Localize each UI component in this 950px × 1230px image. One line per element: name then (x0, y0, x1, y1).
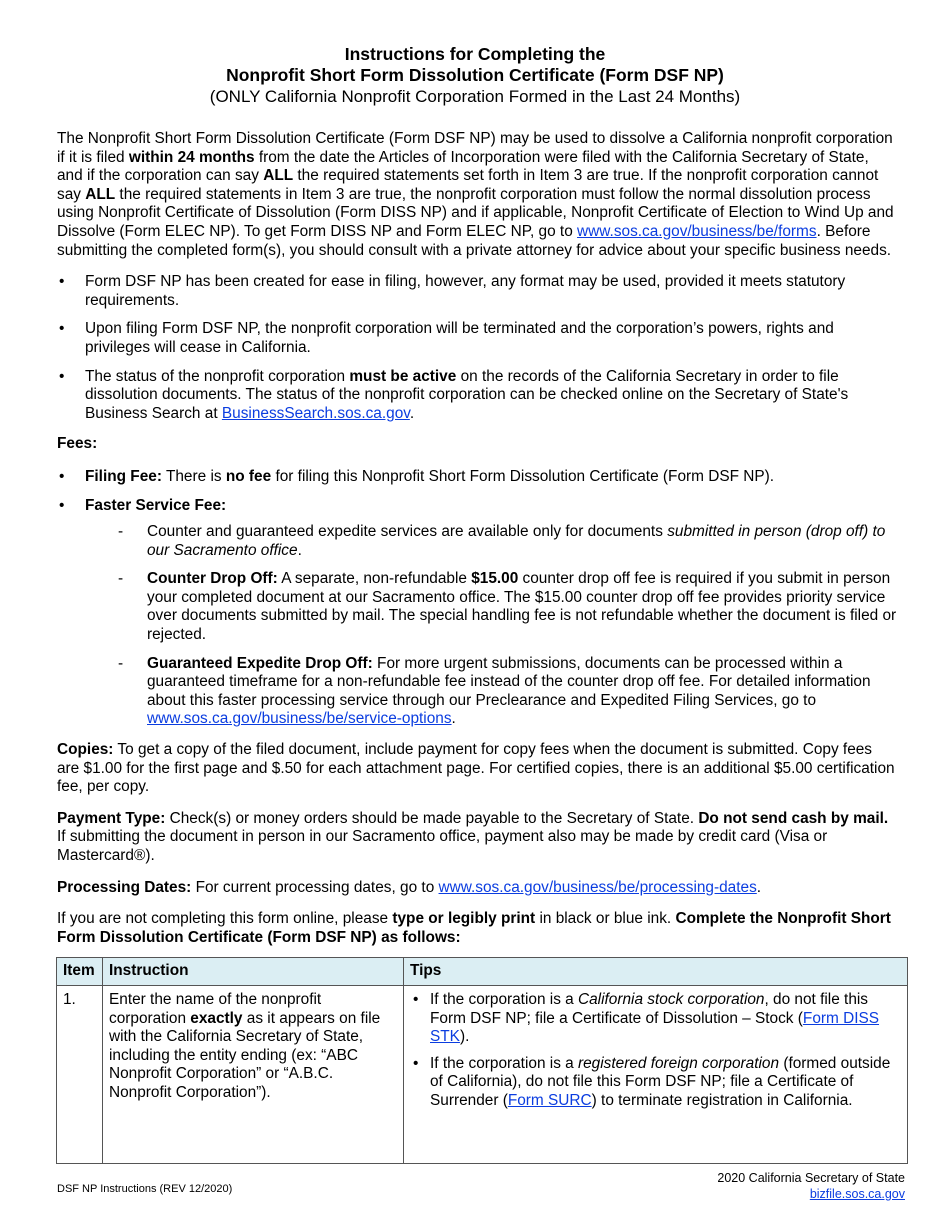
bold-text: type or legibly print (392, 910, 536, 928)
instructions-table (56, 957, 908, 1164)
footer-copyright: 2020 California Secretary of State (717, 1171, 905, 1185)
italic-text: submitted in person (drop off) to our Sacramento office (147, 523, 886, 559)
faster-service-subitem (85, 655, 897, 729)
text-run: Check(s) or money orders should be made payable to the Secretary of State. (165, 809, 699, 827)
title-line-1: Instructions for Completing the (344, 44, 606, 64)
text-run: from the date the Articles of Incorporation were filed with the California Secretary of State, and if the corporation can say (57, 148, 869, 185)
text-run: (formed outside of California), do not file this Form DSF NP; file a Certificate of Surrender ( (430, 1054, 891, 1109)
bold-text: Do not send cash by mail. (698, 809, 889, 827)
text-run: . (297, 541, 302, 559)
bold-text: ALL (85, 185, 116, 203)
inline-link[interactable]: www.sos.ca.gov/business/be/forms (577, 222, 817, 240)
text-run: as it appears on file with the California Secretary of State, including the entity ending (ex: “ABC Nonprofit Corporation” or “A.B.C. Nonprofit Corporation”). (109, 1009, 381, 1101)
text-run: for filing this Nonprofit Short Form Dissolution Certificate (Form DSF NP). (271, 467, 775, 485)
item-instruction (103, 985, 404, 1163)
document-title (0, 44, 950, 107)
text-run: For more urgent submissions, documents can be processed within a guaranteed timeframe for a non-refundable fee instead of the counter drop off fee. For detailed information about this faster processing service through our Preclearance and Expedited Filing Services, go to (147, 654, 871, 709)
item-number: 1. (57, 985, 103, 1163)
footer-bizfile-link[interactable]: bizfile.sos.ca.gov (809, 1187, 905, 1201)
faster-service-label (85, 497, 226, 514)
complete-instructions-paragraph (57, 910, 897, 947)
bold-text: Copies: (57, 741, 114, 759)
faster-service-subitem (85, 523, 897, 560)
text-run: Form DSF NP has been created for ease in filing, however, any format may be used, provided it meets statutory requirements. (85, 273, 846, 309)
inline-link[interactable]: www.sos.ca.gov/business/be/processing-dates (438, 878, 757, 896)
header-tips: Tips (404, 958, 908, 986)
header-item: Item (57, 958, 103, 986)
text-run: The Nonprofit Short Form Dissolution Certificate (Form DSF NP) may be used to dissolve a California nonprofit corporation if it is filed (57, 130, 893, 166)
footer-right (717, 1170, 905, 1202)
bold-text: ALL (263, 167, 294, 185)
header-instruction: Instruction (103, 958, 404, 986)
filing-fee-item (57, 468, 897, 487)
text-run: . (409, 404, 415, 422)
inline-link[interactable]: www.sos.ca.gov/business/be/service-options (147, 710, 452, 728)
faster-service-fee-item (57, 497, 897, 730)
text-run: If the corporation is a (430, 990, 578, 1008)
processing-dates-paragraph (57, 879, 897, 898)
text-run: Enter the name of the nonprofit corporation (109, 990, 322, 1027)
bold-text: exactly (190, 1009, 243, 1027)
text-run: There is (161, 467, 226, 485)
bullet-item (57, 320, 897, 357)
text-run: in black or blue ink. (535, 910, 676, 928)
intro-paragraph (57, 130, 897, 260)
text-run: Counter and guaranteed expedite services are available only for documents (147, 523, 668, 541)
table-header-row (57, 958, 908, 986)
text-run: To get a copy of the filed document, include payment for copy fees when the document is submitted. Copy fees are $1.00 for the first page and $.50 for each attachment page. For certified copies, there is an additional $5.00 certification fee, per copy. (57, 741, 895, 796)
bold-text: $15.00 (471, 570, 519, 588)
text-run: . (451, 710, 456, 728)
title-line-2: Nonprofit Short Form Dissolution Certificate (Form DSF NP) (226, 65, 724, 85)
title-subtitle: (ONLY California Nonprofit Corporation Formed in the Last 24 Months) (209, 87, 741, 106)
text-run: If you are not completing this form online, please (57, 910, 393, 928)
bold-text: within 24 months (128, 148, 255, 166)
text-run: on the records of the California Secretary in order to file dissolution documents. The status of the nonprofit corporation can be checked online on the Secretary of State's Business Search at (85, 367, 849, 422)
text-run: A separate, non-refundable (277, 570, 472, 588)
bold-text: Counter Drop Off: (147, 570, 278, 588)
text-run: If the corporation is a (430, 1054, 578, 1072)
bold-text: must be active (349, 367, 457, 385)
text-run: ). (459, 1028, 470, 1046)
bold-text: Guaranteed Expedite Drop Off: (147, 654, 373, 672)
faster-service-subitem (85, 570, 897, 644)
bold-text: Processing Dates: (57, 878, 192, 896)
bullet-item (57, 273, 897, 310)
inline-link[interactable]: BusinessSearch.sos.ca.gov (221, 404, 410, 422)
italic-text: California stock corporation (578, 990, 765, 1008)
footer-form-revision: DSF NP Instructions (REV 12/2020) (57, 1183, 233, 1195)
text-run: . (756, 878, 762, 896)
text-run: counter drop off fee is required if you submit in person your completed document at our Sacramento office. The $15.00 counter drop off fee provides priority service over documents submitted by mail. The special handling fee is not refundable whether the document is filed or rejected. (147, 570, 897, 644)
italic-text: registered foreign corporation (578, 1054, 780, 1072)
text-run: For current processing dates, go to (191, 878, 439, 896)
payment-type-paragraph (57, 810, 897, 866)
text-run: . Before submitting the completed form(s), you should consult with a private attorney for advice about your specific business needs. (57, 222, 892, 259)
bold-text: Complete the Nonprofit Short Form Dissolution Certificate (Form DSF NP) as follows: (57, 910, 891, 946)
bold-text: Faster Service Fee: (85, 496, 227, 514)
text-run: the required statements set forth in Item 3 are true. If the nonprofit corporation cannot say (57, 167, 879, 203)
bold-text: Payment Type: (57, 809, 166, 827)
bullet-item (57, 368, 897, 424)
text-run: , do not file this Form DSF NP; file a Certificate of Dissolution – Stock ( (430, 990, 869, 1027)
tip-item (410, 991, 901, 1047)
text-run: ) to terminate registration in California. (591, 1091, 853, 1109)
bold-text: Filing Fee: (85, 467, 162, 485)
bold-text: no fee (225, 467, 272, 485)
text-run: Upon filing Form DSF NP, the nonprofit corporation will be terminated and the corporation’s powers, rights and privileges will cease in California. (85, 320, 834, 356)
inline-link[interactable]: Form DISS STK (430, 1009, 880, 1046)
table-row (57, 985, 908, 1163)
item-tips (404, 985, 908, 1163)
text-run: If submitting the document in person in our Sacramento office, payment also may be made by credit card (Visa or Mastercard®). (57, 828, 828, 864)
inline-link[interactable]: Form SURC (507, 1091, 592, 1109)
fees-heading: Fees: (57, 435, 98, 453)
text-run: The status of the nonprofit corporation (85, 367, 350, 385)
copies-paragraph (57, 741, 897, 797)
text-run: the required statements in Item 3 are true, the nonprofit corporation must follow the normal dissolution process using Nonprofit Certificate of Dissolution (Form DISS NP) and if applicable, Nonprofit Certificate of Election to Wind Up and Dissolve (Form ELEC NP). To get Form DISS NP and Form ELEC NP, go to (57, 185, 894, 240)
tip-item (410, 1055, 901, 1111)
